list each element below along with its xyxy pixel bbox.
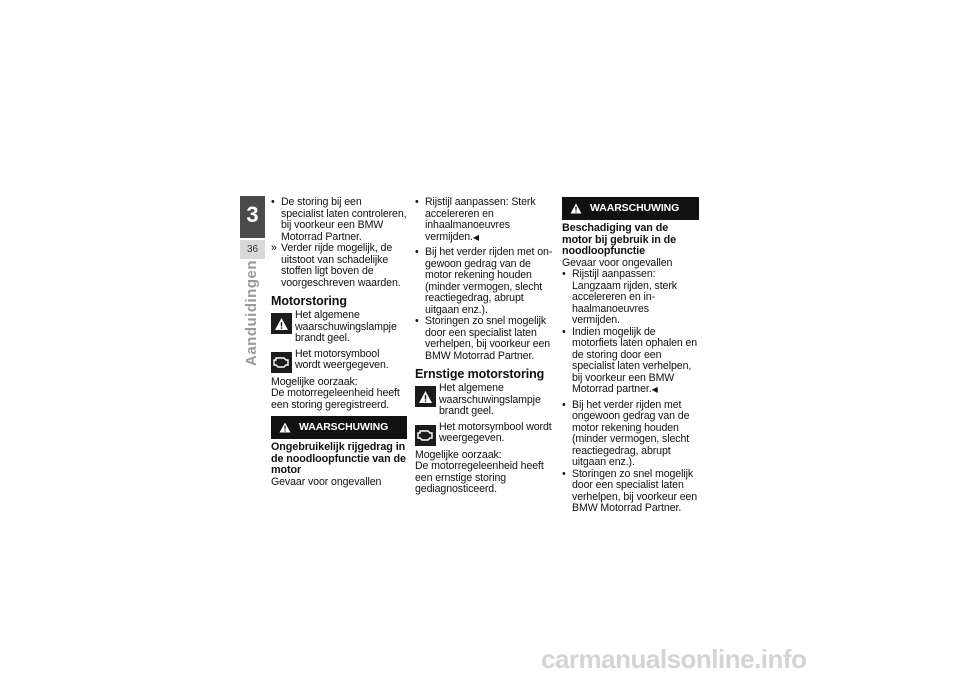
column-2: [415, 197, 554, 496]
result-item: » Verder rijde mogelijk, de uitstoot van schadelijke stoffen ligt boven de voorgeschreven waarden.: [271, 243, 407, 289]
end-marker: ◀: [472, 232, 479, 242]
danger-text: Gevaar voor ongevallen: [562, 256, 673, 269]
cause-label: Mogelijke oorzaak:: [415, 448, 502, 461]
warning-bar: [271, 416, 407, 439]
list-item: • Rijstijl aanpassen: Sterk accelereren en inhaalmanoeuvres vermijden.◀: [415, 197, 554, 243]
column-1: [271, 197, 407, 488]
section-heading-motorstoring: Motorstoring: [271, 294, 347, 308]
engine-icon: [271, 352, 292, 373]
warning-light-icon: [271, 313, 292, 334]
page-number: 36: [240, 240, 265, 259]
section-heading-ernstige-motorstoring: Ernstige motorstoring: [415, 367, 545, 381]
warning-light-icon: [415, 386, 436, 407]
indicator-text: Het algemene waarschuwingslampje brandt geel.: [439, 382, 541, 417]
list-item: • Indien mogelijk de motorfiets laten ophalen en de storing door een specialist laten verhelpen, bij voorkeur een BMW Motorrad partner.◀: [562, 327, 699, 396]
warning-heading: Ongebruikelijk rijgedrag in de noodloopfunctie van de motor: [271, 441, 406, 476]
warning-label: WAARSCHUWING: [590, 201, 680, 214]
chapter-label: Aanduidingen: [243, 260, 260, 366]
warning-bar: [562, 197, 699, 220]
cause-label: Mogelijke oorzaak:: [271, 375, 358, 388]
watermark: carmanualsonline.info: [541, 644, 807, 674]
list-item: • Bij het verder rijden met ongewoon gedrag van de motor rekening houden (minder vermogen, slecht reactiegedrag, abrupt uitgaan enz.).: [562, 400, 699, 469]
warning-icon: [279, 422, 291, 433]
end-marker: ◀: [651, 385, 658, 394]
list-item: • Storingen zo snel mogelijk door een specialist laten verhelpen, bij voorkeur een BMW Motorrad Partner.: [562, 469, 699, 515]
list-item: • Bij het verder rijden met ongewoon gedrag van de motor rekening houden (minder vermogen, slecht reactiegedrag, abrupt uitgaan enz.).: [415, 247, 554, 316]
indicator-row: [271, 310, 407, 345]
list-item: • De storing bij een specialist laten controleren, bij voorkeur een BMW Motorrad Partner.: [271, 197, 407, 243]
indicator-row: [271, 349, 407, 373]
column-3: [562, 197, 699, 515]
indicator-text: Het motorsymbool wordt weergegeven.: [295, 347, 389, 371]
warning-heading: Beschadiging van de motor bij gebruik in de noodloopfunctie: [562, 222, 677, 257]
list-item: • Rijstijl aanpassen: Langzaam rijden, sterk accelereren en inhaalmanoeuvres vermijden.: [562, 269, 699, 327]
indicator-text: Het motorsymbool wordt weergegeven.: [439, 420, 552, 444]
danger-text: Gevaar voor ongevallen: [271, 475, 382, 488]
indicator-row: [415, 383, 554, 418]
warning-label: WAARSCHUWING: [299, 420, 389, 433]
cause-text: De motorregeleenheid heeft een storing geregistreerd.: [271, 387, 400, 411]
indicator-row: [415, 422, 554, 446]
engine-icon: [415, 425, 436, 446]
indicator-text: Het algemene waarschuwingslampje brandt geel.: [295, 309, 397, 344]
warning-icon: [570, 203, 582, 214]
list-item: • Storingen zo snel mogelijk door een specialist laten verhelpen, bij voorkeur een BMW Motorrad Partner.: [415, 316, 554, 362]
cause-text: De motorregeleenheid heeft een ernstige storing gediagnosticeerd.: [415, 460, 544, 495]
chapter-tab: 3: [240, 196, 265, 238]
